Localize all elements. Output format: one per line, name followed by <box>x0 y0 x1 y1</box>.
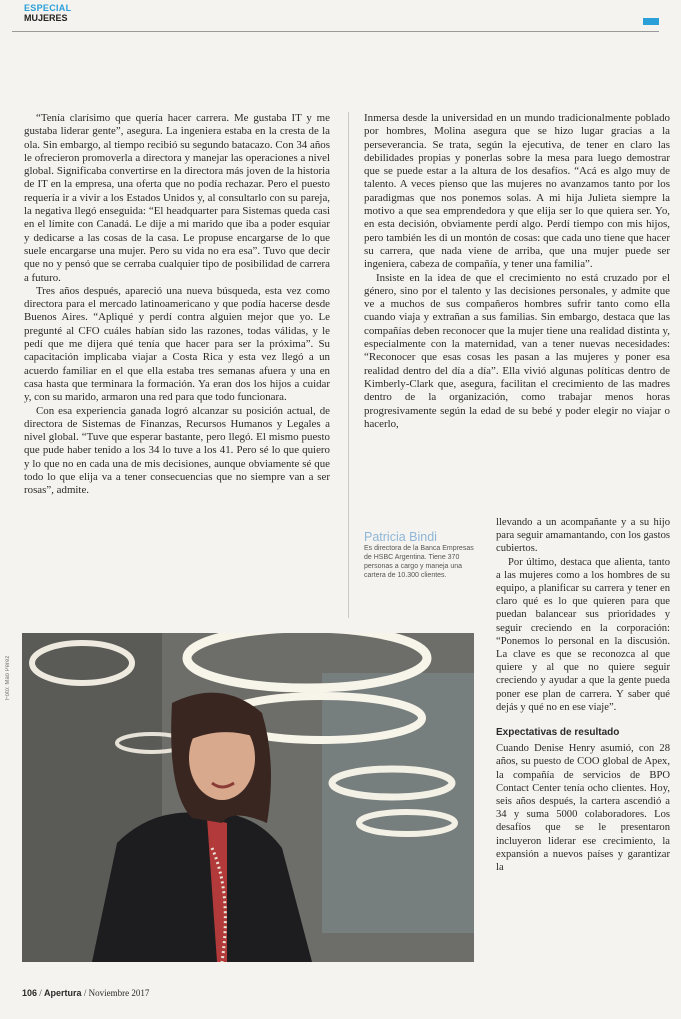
paragraph: Con esa experiencia ganada logró alcanzar su posición actual, de directora de Sistemas de Finanzas, Recursos Humanos y Legales a nivel global. “Tuve que esperar bastante, pero llegó. El mismo puesto que pude haber tenido a los 34 lo tuve a los 41. Pero sé lo que quiero y lo que no en cada una de mis decisiones, aunque obviamente sé que todo lo que elija va a tener consecuencias que no siempre van a ser rosas”, admite. <box>24 404 330 497</box>
portrait-illustration <box>22 633 474 962</box>
right-column-narrow <box>496 516 670 874</box>
portrait-photo <box>22 633 474 962</box>
left-column <box>24 112 330 498</box>
subsection-label: MUJERES <box>24 13 68 23</box>
column-divider <box>348 112 349 618</box>
caption-description: Es directora de la Banca Empresas de HSBC Argentina. Tiene 370 personas a cargo y maneja una cartera de 10.300 clientes. <box>364 545 474 579</box>
paragraph-continuation: llevando a un acompañante y a su hijo para seguir amamantando, con los gastos cubiertos. <box>496 517 670 555</box>
paragraph: Por último, destaca que alienta, tanto a las mujeres como a los hombres de su equipo, a planificar su carrera y tener en claro qué es lo que quieren para que puedan balancear sus prioridades y seguir creciendo en la corporación: “Ponemos lo personal en la discusión. La clave es que se reconozca al que quiere y al que no quiere seguir creciendo y ayudar a que la gente pueda poner ese plan de carrera. Y saber qué dejás y qué no en ese viaje”. <box>496 556 670 713</box>
paragraph: Cuando Denise Henry asumió, con 28 años, su puesto de COO global de Apex, la compañía de servicios de BPO Contact Center tenía ocho clientes. Hoy, seis años después, la cartera ascendió a 34 y suma 5000 colaboradores. Los desafíos que se le presentaron incluyeron liderar ese crecimiento, la expansión a nuevos países y garantizar la <box>496 743 670 874</box>
magazine-name: Apertura <box>44 988 82 998</box>
paragraph: Tres años después, apareció una nueva búsqueda, esta vez como directora para el mercado latinoamericano y que podía hacerse desde Buenos Aires. “Apliqué y perdí contra alguien mejor que yo. Le pregunté al CFO cuáles habían sido las razones, todas válidas, y le pedí que me dijera qué tenía que hacer para ser la próxima”. Su capacitación implicaba viajar a Costa Rica y esta vez llegó a un acuerdo familiar en el que ella estaba tres semanas afuera y una en casa hasta que terminara la formación. Ya eran dos los hijos a cuidar y, con su marido, armaron una red para que todo funcionara. <box>24 284 330 404</box>
paragraph: Insiste en la idea de que el crecimiento no está cruzado por el género, sino por el talento y las decisiones personales, y admite que ve a muchos de sus compañeros hombres sufrir tanto como ella cuando viaja y extrañan a sus familias. Sin embargo, destaca que las compañías deben reconocer que la mujer tiene una realidad distinta y, especialmente con la maternidad, van a tener nuevas necesidades: “Reconocer que esas cosas les pasan a las mujeres y poner esa realidad dentro del día a día”. Ella vivió algunas políticas dentro de Kimberly-Clark que, asegura, facilitan el crecimiento de las madres dentro de la organización, como trabajar menos horas progresivamente según la edad de su bebé y poder elegir no viajar o hacerlo, <box>364 271 670 430</box>
header-divider <box>12 31 659 32</box>
page-footer: 106 / Apertura / Noviembre 2017 <box>22 988 150 998</box>
section-label: ESPECIAL <box>24 3 72 13</box>
paragraph: “Tenía clarísimo que quería hacer carrera. Me gustaba IT y me gustaba liderar gente”, asegura. La ingeniera estaba en la cresta de la ola. Sin embargo, al tiempo recibió su segundo batacazo. Con 34 años le ofrecieron promoverla a directora y manejar las operaciones a nivel global. Significaba convertirse en la directora más joven de la historia de IT en la empresa, una oferta que no podía rechazar. Pero el puesto requería ir a vivir a los Estados Unidos y, al consultarlo con su pareja, la negativa llegó enseguida: “El headquarter para Sistemas queda casi en el límite con Canadá. Le dije a mi marido que iba a poder esquiar y dedicarse a las cosas de la casa. Le propuse encargarse de lo que suele encargarse una mujer. Pero su vida no era esa”. Tuvo que decir que no y pensó que se cerraba cualquier tipo de posibilidad de carrera a futuro. <box>24 112 330 284</box>
subheading: Expectativas de resultado <box>496 727 620 739</box>
photo-caption <box>364 530 474 580</box>
issue-date: Noviembre 2017 <box>88 988 150 998</box>
page-number: 106 <box>22 988 38 998</box>
paragraph: Inmersa desde la universidad en un mundo tradicionalmente poblado por hombres, Molina asegura que se hizo lugar gracias a la perseverancia. Se trata, según la ejecutiva, de tener en claro las debilidades propias y ponerlas sobre la mesa para luego demostrar que se puede estar a la altura de los desafíos. “Acá es algo muy de talento. A veces pienso que las mujeres no avanzamos tanto por los paradigmas que nos ponemos solas. A mi hija Julieta siempre la motivo a que sea emprendedora y que elija ser lo que quiera ser. Yo, en esta decisión, obviamente perdí algo. Perdí tiempo con mis hijos, pero también les di un montón de cosas: que cada uno tiene que hacer su carrera, que nada viene de arriba, que una mujer puede ser ingeniera, cabeza de compañía, y tener una familia”. <box>364 112 670 271</box>
right-column-top <box>364 112 670 431</box>
section-header <box>24 4 71 23</box>
photo-credit: Foto: Mao Pérez <box>5 655 11 700</box>
caption-name: Patricia Bindi <box>364 530 437 544</box>
section-color-marker <box>643 18 659 25</box>
